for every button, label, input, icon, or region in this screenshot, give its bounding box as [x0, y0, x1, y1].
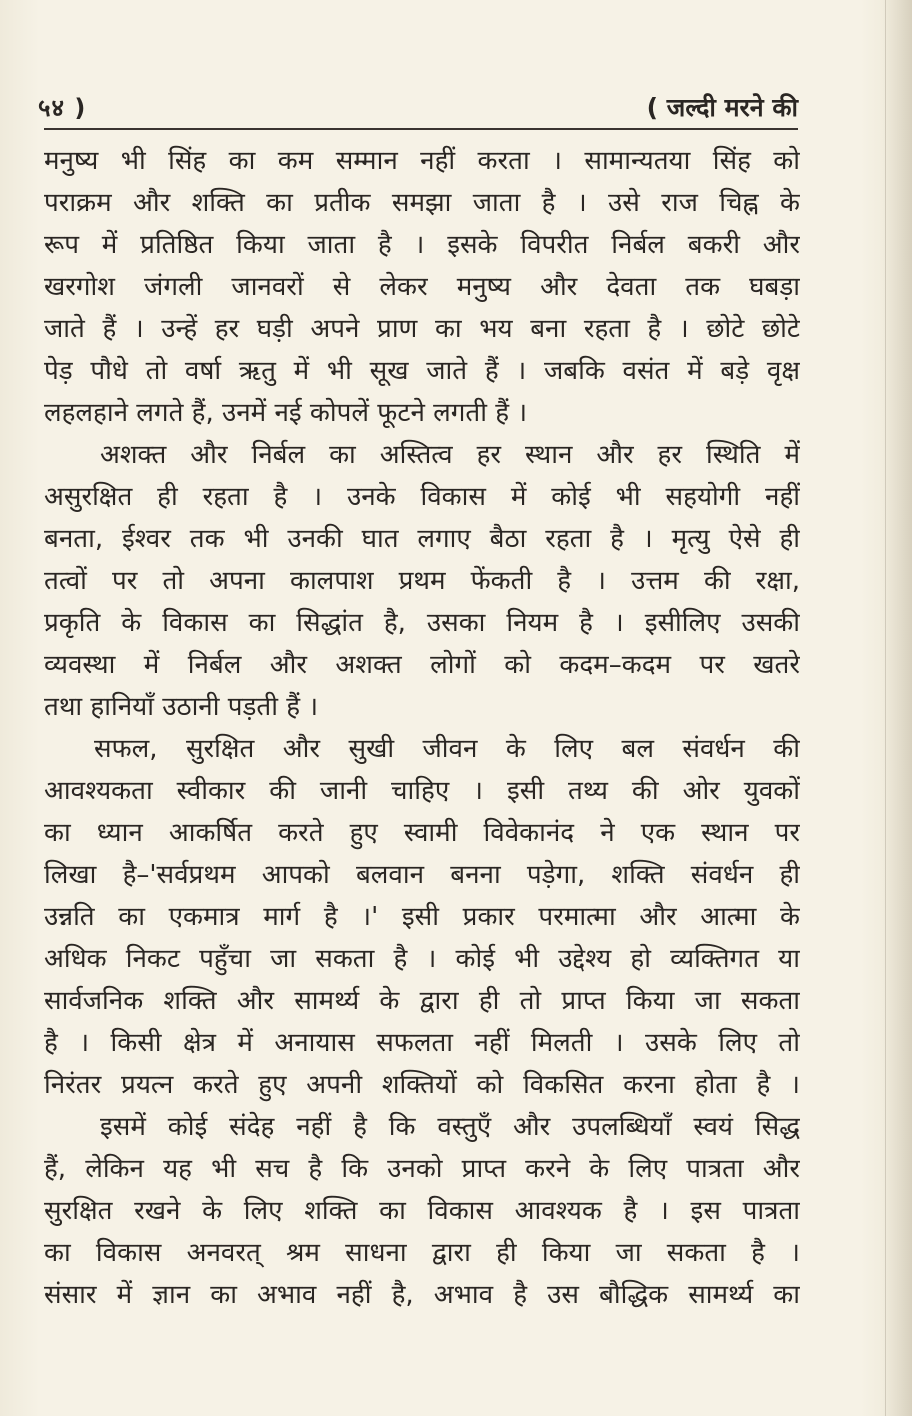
text-line: सार्वजनिक शक्ति और सामर्थ्य के द्वारा ही तो प्राप्त किया जा सकता [44, 986, 800, 1016]
page-edge-line [885, 0, 886, 1416]
text-line: पेड़ पौधे तो वर्षा ऋतु में भी सूख जाते हैं । जबकि वसंत में बड़े वृक्ष [44, 356, 800, 386]
text-line: अधिक निकट पहुँचा जा सकता है । कोई भी उद्देश्य हो व्यक्तिगत या [44, 944, 800, 974]
text-line: खरगोश जंगली जानवरों से लेकर मनुष्य और देवता तक घबड़ा [44, 272, 800, 302]
text-line: आवश्यकता स्वीकार की जानी चाहिए । इसी तथ्य की ओर युवकों [44, 776, 800, 806]
header-rule [44, 128, 798, 130]
text-line: असुरक्षित ही रहता है । उनके विकास में कोई भी सहयोगी नहीं [44, 482, 800, 512]
text-line: निरंतर प्रयत्न करते हुए अपनी शक्तियों को विकसित करना होता है । [44, 1070, 800, 1100]
text-line: पराक्रम और शक्ति का प्रतीक समझा जाता है । उसे राज चिह्न के [44, 188, 800, 218]
text-line: बनता, ईश्वर तक भी उनकी घात लगाए बैठा रहता है । मृत्यु ऐसे ही [44, 524, 800, 554]
text-line: मनुष्य भी सिंह का कम सम्मान नहीं करता । सामान्यतया सिंह को [44, 146, 800, 176]
text-line: प्रकृति के विकास का सिद्धांत है, उसका नियम है । इसीलिए उसकी [44, 608, 800, 638]
text-line: का ध्यान आकर्षित करते हुए स्वामी विवेकानंद ने एक स्थान पर [44, 818, 800, 848]
page-edge-shadow [882, 0, 912, 1416]
paragraph-start-line: इसमें कोई संदेह नहीं है कि वस्तुएँ और उपलब्धियाँ स्वयं सिद्ध [100, 1112, 800, 1142]
text-line: सुरक्षित रखने के लिए शक्ति का विकास आवश्यक है । इस पात्रता [44, 1196, 800, 1226]
text-line: जाते हैं । उन्हें हर घड़ी अपने प्राण का भय बना रहता है । छोटे छोटे [44, 314, 800, 344]
paragraph-start-line: अशक्त और निर्बल का अस्तित्व हर स्थान और हर स्थिति में [100, 440, 800, 470]
text-line: व्यवस्था में निर्बल और अशक्त लोगों को कदम–कदम पर खतरे [44, 650, 800, 680]
text-line: है । किसी क्षेत्र में अनायास सफलता नहीं मिलती । उसके लिए तो [44, 1028, 800, 1058]
text-line: का विकास अनवरत् श्रम साधना द्वारा ही किया जा सकता है । [44, 1238, 800, 1268]
text-line: हैं, लेकिन यह भी सच है कि उनको प्राप्त करने के लिए पात्रता और [44, 1154, 800, 1184]
page-header [38, 92, 798, 132]
running-title: ( जल्दी मरने की [646, 93, 798, 122]
text-line: उन्नति का एकमात्र मार्ग है ।' इसी प्रकार परमात्मा और आत्मा के [44, 902, 800, 932]
page-number: ५४ ) [38, 94, 87, 122]
text-line: तत्वों पर तो अपना कालपाश प्रथम फेंकती है । उत्तम की रक्षा, [44, 566, 800, 596]
text-line: लिखा है–'सर्वप्रथम आपको बलवान बनना पड़ेगा, शक्ति संवर्धन ही [44, 860, 800, 890]
text-line: लहलहाने लगते हैं, उनमें नई कोपलें फूटने लगती हैं । [44, 398, 528, 428]
text-line: संसार में ज्ञान का अभाव नहीं है, अभाव है उस बौद्धिक सामर्थ्य का [44, 1280, 800, 1310]
text-line: तथा हानियाँ उठानी पड़ती हैं । [44, 692, 319, 722]
body-text [44, 140, 800, 1316]
paragraph-start-line: सफल, सुरक्षित और सुखी जीवन के लिए बल संवर्धन की [94, 734, 800, 764]
text-line: रूप में प्रतिष्ठित किया जाता है । इसके विपरीत निर्बल बकरी और [44, 230, 800, 260]
